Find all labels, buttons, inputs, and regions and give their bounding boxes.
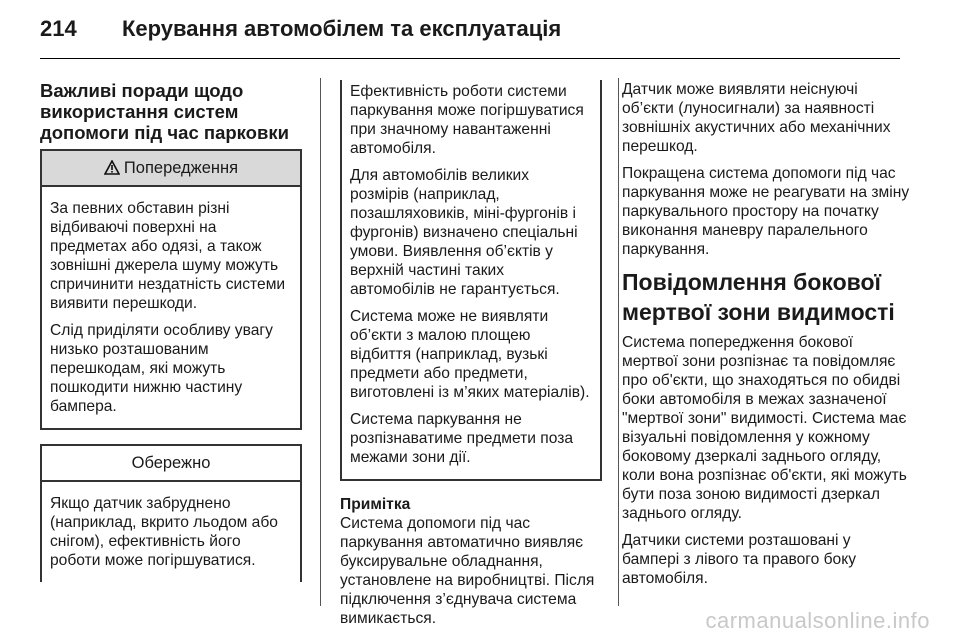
blind-spot-text (622, 333, 912, 588)
caution-box-header: Обережно (42, 446, 300, 482)
warning-box (40, 149, 302, 430)
page-number: 214 (40, 16, 77, 41)
column-3 (622, 80, 912, 596)
warning-box-title: Попередження (123, 159, 239, 177)
watermark-text: carmanualsonline.info (705, 608, 930, 633)
section-title-blind-spot (622, 267, 912, 327)
section-title-line: Повідомлення бокової (622, 269, 882, 295)
header-rule (40, 58, 900, 59)
column-2 (340, 80, 602, 628)
column-1 (40, 80, 302, 582)
caution-paragraph: Система може не виявляти об’єкти з малою площею відбиття (наприклад, вузькі предмети або предмети, виготовлені із м’яких матеріалів). (350, 308, 590, 401)
warning-box-body (42, 187, 300, 428)
section-title-parking-tips (40, 80, 302, 143)
caution-box-continued-body (342, 80, 600, 479)
caution-paragraph: Якщо датчик забруднено (наприклад, вкрито льодом або снігом), ефективність його роботи може погіршуватися. (50, 495, 278, 569)
section-title-line: використання систем (40, 101, 239, 122)
warning-paragraph: Слід приділяти особливу увагу низько розташованим перешкодам, які можуть пошкодити нижню частину бампера. (50, 322, 273, 415)
warning-triangle-icon (104, 153, 120, 187)
caution-paragraph: Для автомобілів великих розмірів (наприклад, позашляховиків, міні-фургонів і фургонів) визначено спеціальні умови. Виявлення об’єктів у верхній частині таких автомобілів не гарантується. (350, 167, 578, 298)
caution-box-continued (340, 80, 602, 481)
section-title-line: Важливі поради щодо (40, 80, 244, 101)
caution-box-body (42, 482, 300, 582)
note-text: Система допомоги під час паркування автоматично виявляє буксирувальне обладнання, установлене на виробництві. Після підключення з’єднувача система вимикається. (340, 515, 595, 627)
body-paragraph: Система попередження бокової мертвої зони розпізнає та повідомляє про об'єкти, що знаходяться по обидві боки автомобіля в межах зазначеної "мертвої зони" видимості. Система має візуальні повідомлення у кожному боковому дзеркалі заднього огляду, коли вона розпізнає об'єкти, які можуть бути поза зоною видимості дзеркал заднього огляду. (622, 334, 907, 522)
warning-paragraph: За певних обставин різні відбиваючі поверхні на предметах або одязі, а також зовнішні джерела шуму можуть спричинити нездатність системи виявити перешкоди. (50, 200, 286, 312)
note-title: Примітка (340, 496, 411, 513)
column-divider-1 (320, 78, 321, 606)
page-header (40, 16, 900, 50)
caution-box (40, 444, 302, 582)
sensor-notes (622, 80, 912, 259)
body-paragraph: Датчик може виявляти неіснуючі об’єкти (луносигнали) за наявності зовнішніх акустичних або механічних перешкод. (622, 81, 891, 155)
body-paragraph: Датчики системи розташовані у бампері з лівого та правого боку автомобіля. (622, 532, 857, 587)
section-title-line: допомоги під час парковки (40, 122, 289, 143)
caution-paragraph: Система паркування не розпізнаватиме предмети поза межами зони дії. (350, 411, 574, 466)
caution-paragraph: Ефективність роботи системи паркування може погіршуватися при значному навантаженні автомобіля. (350, 83, 584, 157)
chapter-title: Керування автомобілем та експлуатація (122, 16, 562, 41)
body-paragraph: Покращена система допомоги під час паркування може не реагувати на зміну паркувального простору на початку виконання маневру паралельного паркування. (622, 165, 910, 258)
warning-box-header (42, 151, 300, 187)
column-divider-2 (618, 78, 619, 606)
section-title-line: мертвої зони видимості (622, 299, 895, 325)
